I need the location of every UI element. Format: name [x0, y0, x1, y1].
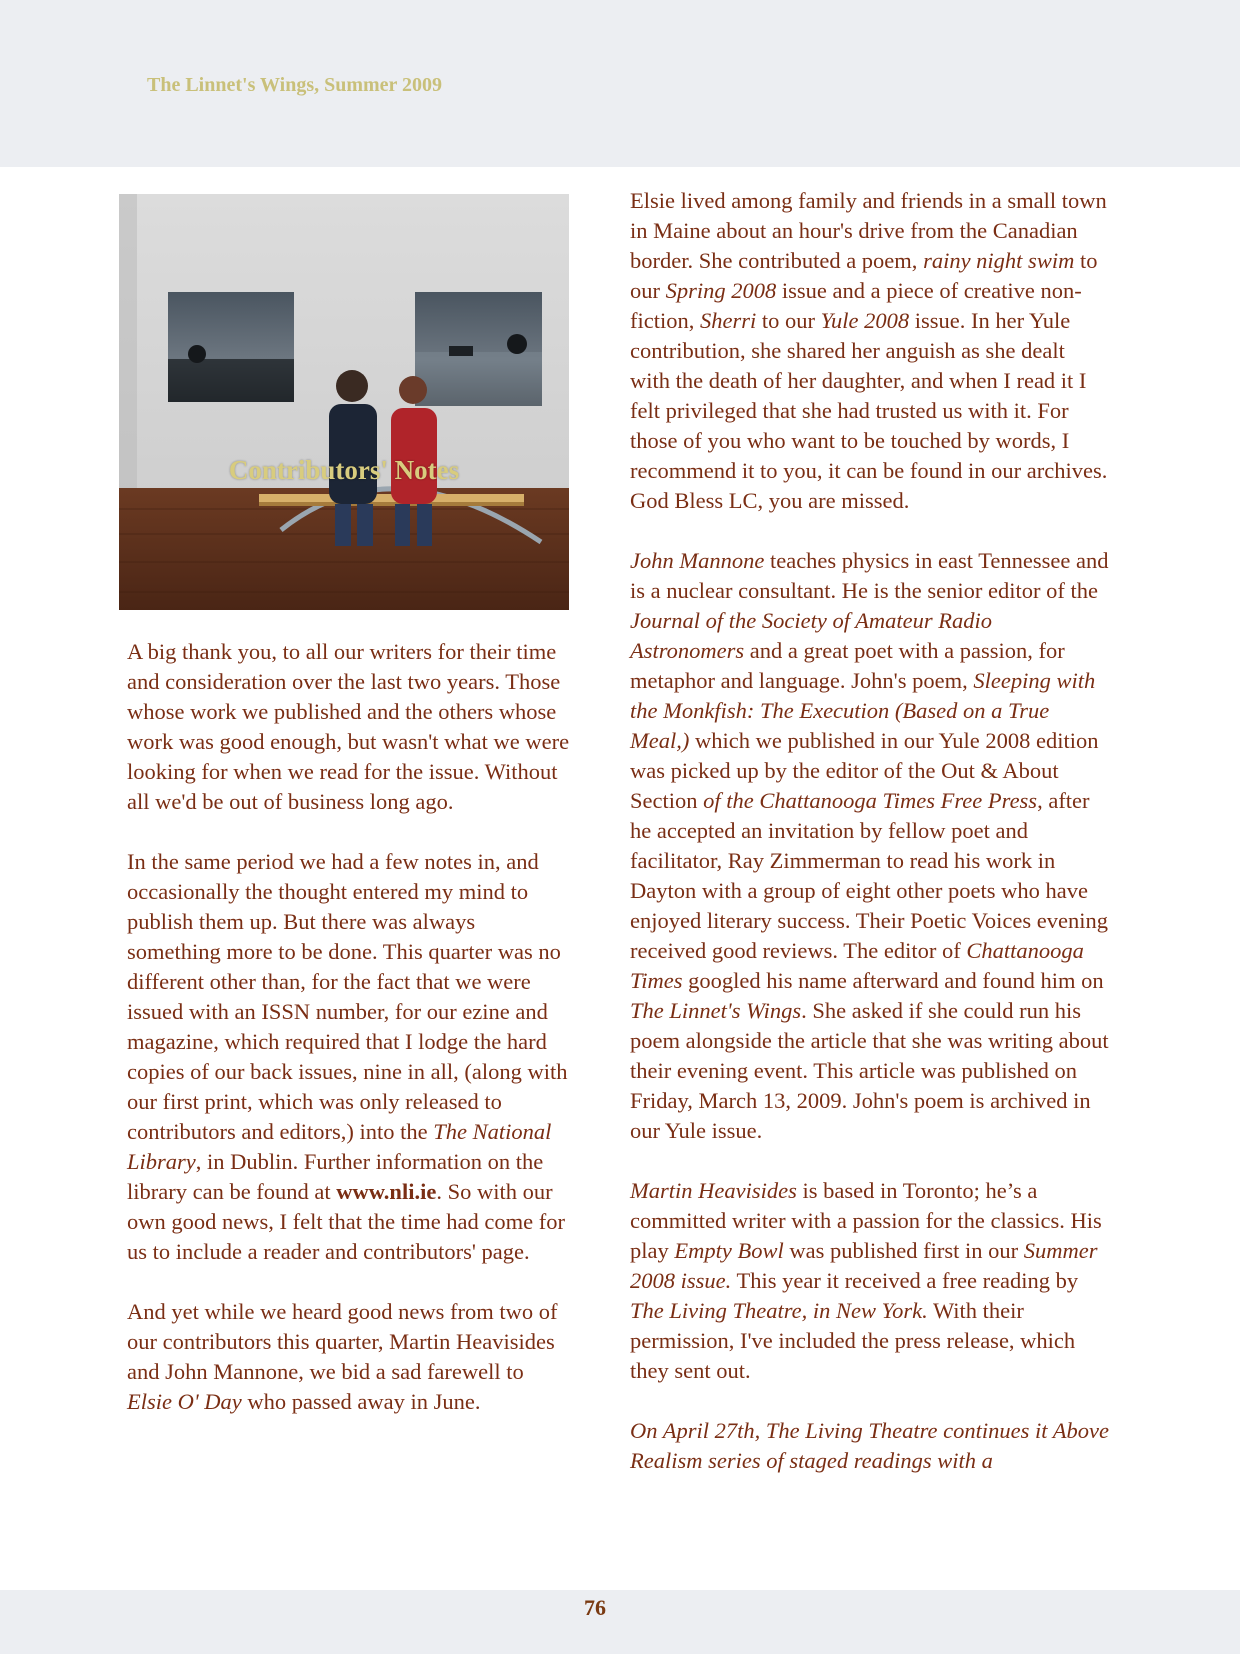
page-number: 76 — [584, 1595, 606, 1620]
paragraph-elsie: Elsie lived among family and friends in a small town in Maine about an hour's drive from the Canadian border. She contributed a poem, rainy night swim to our Spring 2008 issue and a piece of creative non-fiction, Sherri to our Yule 2008 issue. In her Yule contribution, she shared her anguish as she dealt with the death of her daughter, and when I read it I felt privileged that she had trusted us with it. For those of you who want to be touched by words, I recommend it to you, it can be found in our archives. God Bless LC, you are missed. — [630, 188, 1108, 513]
right-column — [630, 186, 1110, 1476]
paragraph-farewell: And yet while we heard good news from two of our contributors this quarter, Martin Heavisides and John Mannone, we bid a sad farewell to Elsie O' Day who passed away in June. — [127, 1299, 558, 1414]
paragraph-john-mannone: John Mannone teaches physics in east Tennessee and is a nuclear consultant. He is the senior editor of the Journal of the Society of Amateur Radio Astronomers and a great poet with a passion, for metaphor and language. John's poem, Sleeping with the Monkfish: The Execution (Based on a True Meal,) which we published in our Yule 2008 edition was picked up by the editor of the Out & About Section of the Chattanooga Times Free Press, after he accepted an invitation by fellow poet and facilitator, Ray Zimmerman to read his work in Dayton with a group of eight other poets who have enjoyed literary success. Their Poetic Voices evening received good reviews. The editor of Chattanooga Times googled his name afterward and found him on The Linnet's Wings. She asked if she could run his poem alongside the article that she was writing about their evening event. This article was published on Friday, March 13, 2009. John's poem is archived in our Yule issue. — [630, 548, 1109, 1143]
section-title: Contributors' Notes — [228, 455, 460, 485]
paragraph-martin-heavisides: Martin Heavisides is based in Toronto; he’s a committed writer with a passion for the classics. His play Empty Bowl was published first in our Summer 2008 issue. This year it received a free reading by The Living Theatre, in New York. With their permission, I've included the press release, which they sent out. — [630, 1178, 1102, 1383]
gallery-photo — [119, 194, 569, 610]
left-column — [127, 637, 572, 1417]
paragraph-press-release: On April 27th, The Living Theatre continues it Above Realism series of staged readings with a — [630, 1418, 1109, 1473]
gallery-photo-illustration — [119, 194, 569, 610]
elsie-name: Elsie O' Day — [127, 1389, 242, 1414]
national-library-title: The National Library — [127, 1119, 552, 1174]
paragraph-thank-you: A big thank you, to all our writers for their time and consideration over the last two years. Those whose work we published and the others whose work was good enough, but wasn't what we were looking for when we read for the issue. Without all we'd be out of business long ago. — [127, 639, 570, 814]
nli-link[interactable]: www.nli.ie — [336, 1179, 437, 1204]
magazine-title: The Linnet's Wings, Summer 2009 — [147, 74, 443, 96]
paragraph-issn-news: In the same period we had a few notes in, and occasionally the thought entered my mind to publish them up. But there was always something more to be done. This quarter was no different other than, for the fact that we were issued with an ISSN number, for our ezine and magazine, which required that I lodge the hard copies of our back issues, nine in all, (along with our first print, which was only released to contributors and editors,) into the The National Library, in Dublin. Further information on the library can be found at www.nli.ie. So with our own good news, I felt that the time had come for us to include a reader and contributors' page. — [127, 849, 568, 1264]
